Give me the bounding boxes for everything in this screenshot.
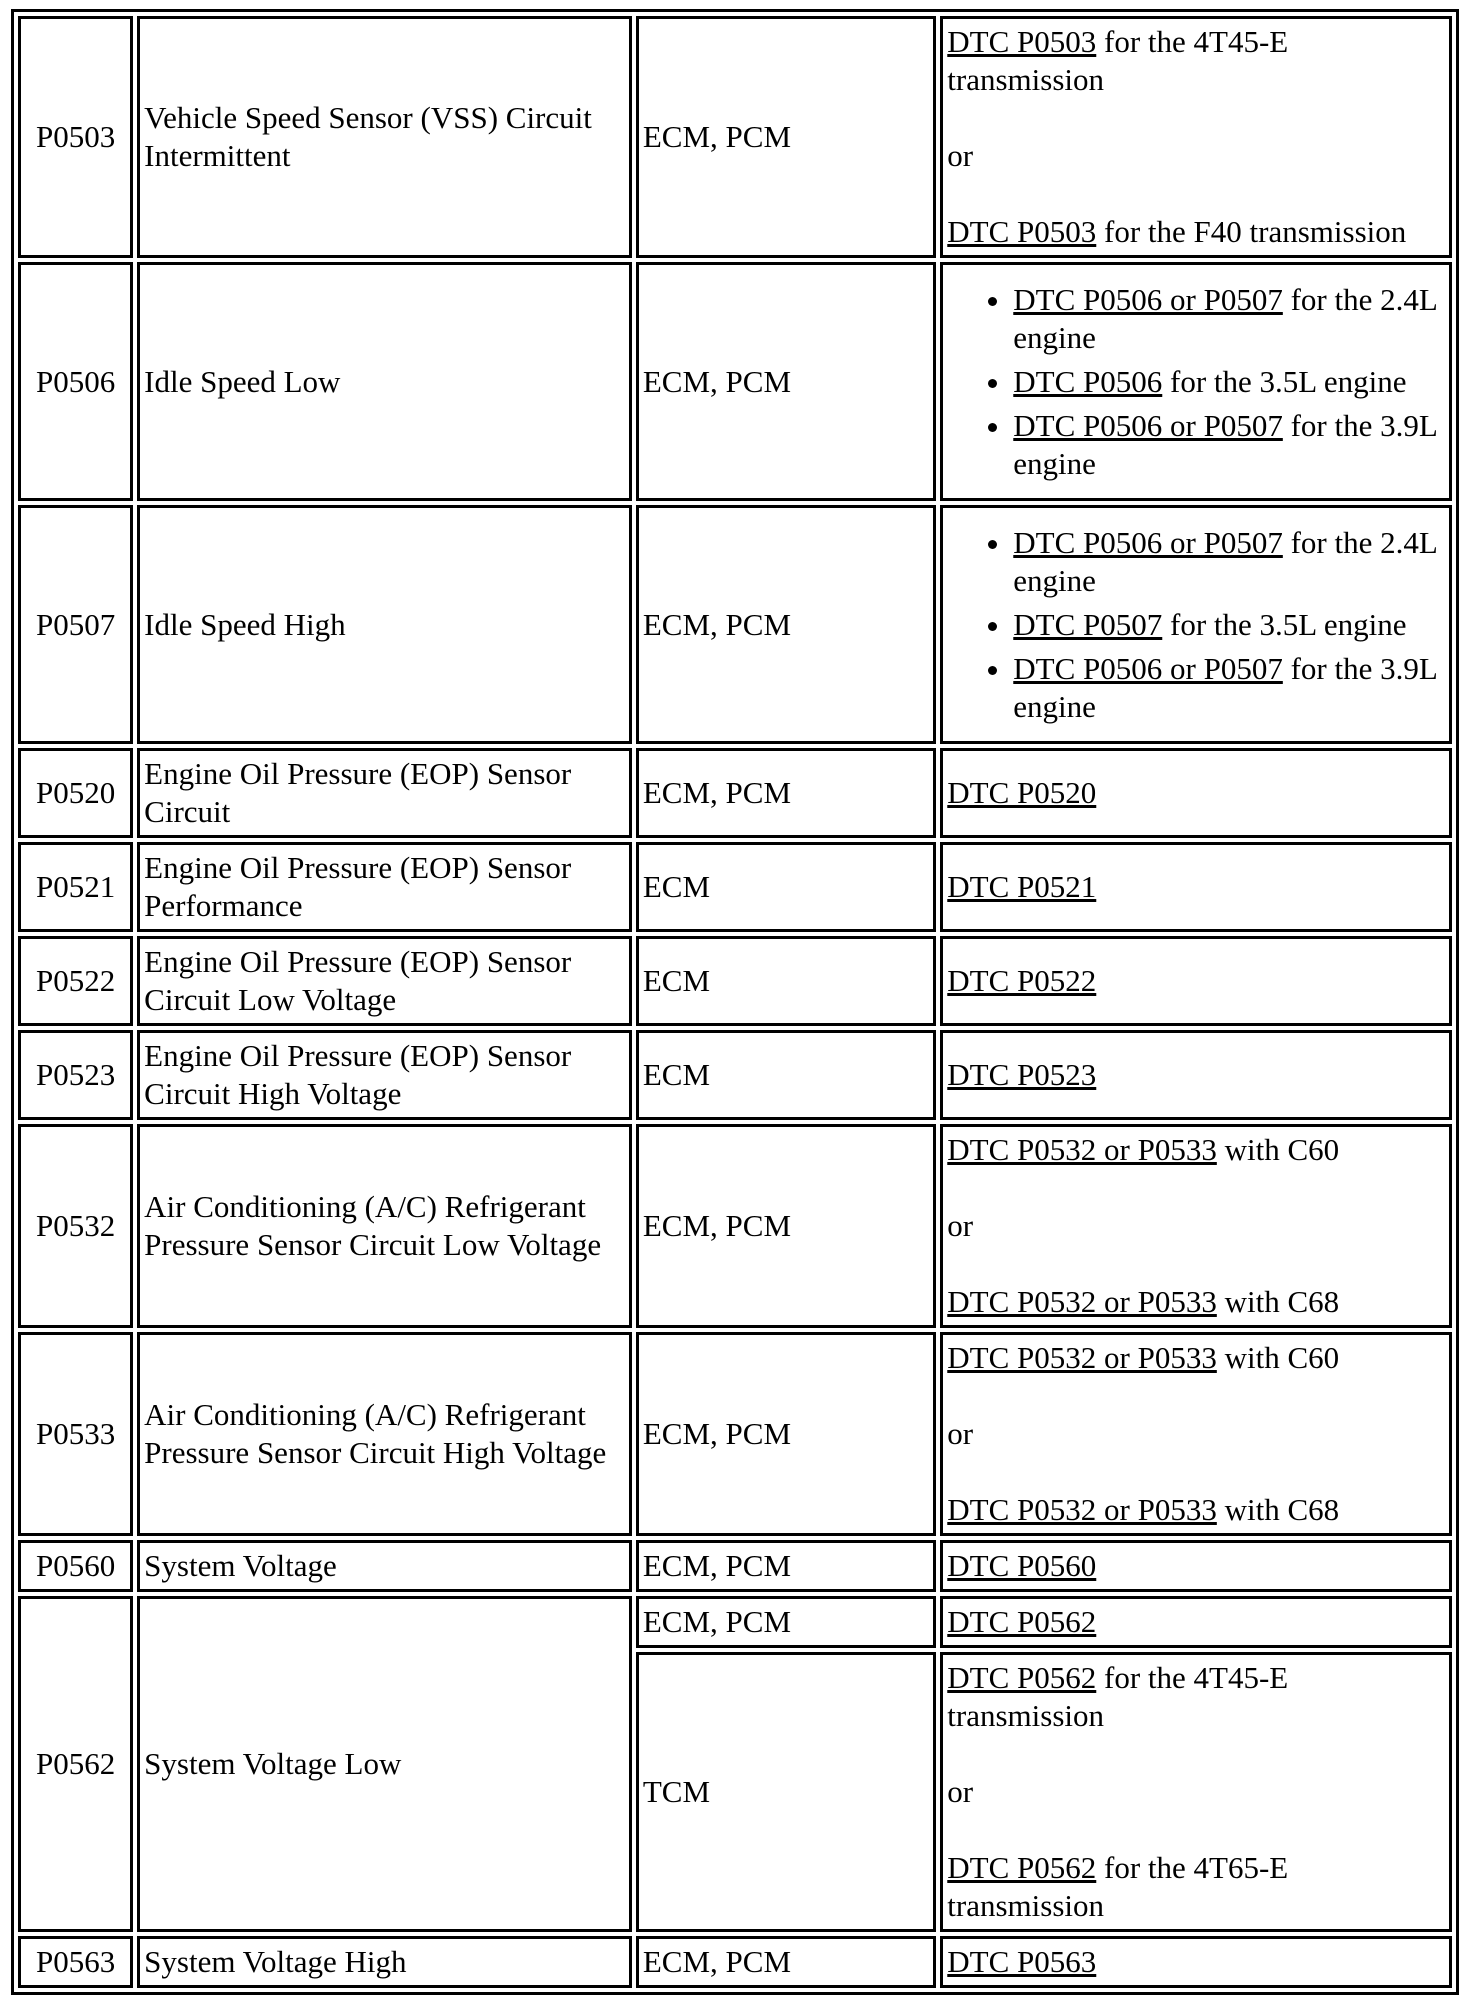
dtc-table-page: [11, 9, 1459, 1995]
dtc-link[interactable]: DTC P0532 or P0533: [947, 1132, 1217, 1167]
table-row: [18, 1124, 1452, 1328]
dtc-link[interactable]: DTC P0521: [947, 869, 1097, 904]
or-text: or: [947, 138, 974, 173]
dtc-module: ECM, PCM: [636, 1936, 936, 1988]
dtc-description: Engine Oil Pressure (EOP) Sensor Performance: [137, 842, 632, 932]
link-suffix: with C68: [1216, 1284, 1340, 1319]
dtc-link[interactable]: DTC P0506: [1013, 363, 1163, 399]
dtc-description: Idle Speed High: [137, 505, 632, 744]
dtc-module: TCM: [636, 1652, 936, 1932]
link-suffix: with C68: [1216, 1492, 1340, 1527]
table-row: [18, 16, 1452, 258]
dtc-link[interactable]: DTC P0560: [947, 1548, 1097, 1583]
dtc-link[interactable]: DTC P0562: [947, 1660, 1097, 1695]
dtc-code: P0507: [18, 505, 133, 744]
link-suffix: for the 4T65-E transmission: [947, 1850, 1289, 1923]
dtc-module: ECM, PCM: [636, 1596, 936, 1648]
dtc-link[interactable]: DTC P0520: [947, 775, 1097, 810]
link-suffix: for the 3.9L engine: [1013, 407, 1437, 481]
procedure-list: [947, 524, 1445, 726]
dtc-link[interactable]: DTC P0506 or P0507: [1013, 281, 1283, 317]
dtc-description: Engine Oil Pressure (EOP) Sensor Circuit High Voltage: [137, 1030, 632, 1120]
dtc-code: P0560: [18, 1540, 133, 1592]
dtc-code: P0563: [18, 1936, 133, 1988]
table-row: [18, 1332, 1452, 1536]
list-item: [1013, 524, 1445, 600]
dtc-procedure: [940, 1332, 1452, 1536]
or-text: or: [947, 1416, 974, 1451]
link-suffix: with C60: [1216, 1340, 1340, 1375]
dtc-procedure: [940, 262, 1452, 501]
link-suffix: for the 3.5L engine: [1162, 363, 1407, 399]
dtc-description: Idle Speed Low: [137, 262, 632, 501]
dtc-procedure: [940, 842, 1452, 932]
table-row: [18, 842, 1452, 932]
dtc-code: P0523: [18, 1030, 133, 1120]
dtc-link[interactable]: DTC P0522: [947, 963, 1097, 998]
dtc-module: ECM: [636, 936, 936, 1026]
table-row: [18, 1030, 1452, 1120]
dtc-module: ECM, PCM: [636, 1332, 936, 1536]
dtc-module: ECM, PCM: [636, 1540, 936, 1592]
list-item: [1013, 407, 1445, 483]
dtc-link[interactable]: DTC P0506 or P0507: [1013, 407, 1283, 443]
dtc-link[interactable]: DTC P0532 or P0533: [947, 1284, 1217, 1319]
table-row: [18, 262, 1452, 501]
dtc-procedure: [940, 1540, 1452, 1592]
dtc-procedure: [940, 1030, 1452, 1120]
dtc-link[interactable]: DTC P0563: [947, 1944, 1097, 1979]
dtc-link[interactable]: DTC P0503: [947, 24, 1097, 59]
dtc-module: ECM, PCM: [636, 262, 936, 501]
link-suffix: for the 2.4L engine: [1013, 524, 1437, 598]
dtc-description: System Voltage High: [137, 1936, 632, 1988]
list-item: [1013, 650, 1445, 726]
dtc-link[interactable]: DTC P0523: [947, 1057, 1097, 1092]
table-row: [18, 1596, 1452, 1648]
dtc-module: ECM, PCM: [636, 16, 936, 258]
dtc-code: P0532: [18, 1124, 133, 1328]
dtc-code: P0521: [18, 842, 133, 932]
list-item: [1013, 281, 1445, 357]
dtc-description: Engine Oil Pressure (EOP) Sensor Circuit: [137, 748, 632, 838]
dtc-code: P0562: [18, 1596, 133, 1932]
link-suffix: for the 2.4L engine: [1013, 281, 1437, 355]
table-row: [18, 1540, 1452, 1592]
dtc-procedure: [940, 1652, 1452, 1932]
dtc-module: ECM, PCM: [636, 505, 936, 744]
link-suffix: for the F40 transmission: [1096, 214, 1407, 249]
dtc-module: ECM, PCM: [636, 1124, 936, 1328]
dtc-procedure: [940, 936, 1452, 1026]
table-row: [18, 505, 1452, 744]
dtc-code: P0506: [18, 262, 133, 501]
dtc-link[interactable]: DTC P0532 or P0533: [947, 1340, 1217, 1375]
dtc-procedure: [940, 505, 1452, 744]
dtc-procedure: [940, 1596, 1452, 1648]
dtc-link[interactable]: DTC P0503: [947, 214, 1097, 249]
dtc-code: P0520: [18, 748, 133, 838]
dtc-description: Vehicle Speed Sensor (VSS) Circuit Intermittent: [137, 16, 632, 258]
or-text: or: [947, 1208, 974, 1243]
table-row: [18, 748, 1452, 838]
dtc-link[interactable]: DTC P0532 or P0533: [947, 1492, 1217, 1527]
dtc-procedure: [940, 1936, 1452, 1988]
link-suffix: for the 3.9L engine: [1013, 650, 1437, 724]
dtc-description: Air Conditioning (A/C) Refrigerant Pressure Sensor Circuit Low Voltage: [137, 1124, 632, 1328]
dtc-link[interactable]: DTC P0562: [947, 1604, 1097, 1639]
link-suffix: for the 4T45-E transmission: [947, 24, 1289, 97]
dtc-table: [11, 9, 1459, 1995]
dtc-module: ECM: [636, 842, 936, 932]
dtc-link[interactable]: DTC P0506 or P0507: [1013, 650, 1283, 686]
dtc-procedure: [940, 16, 1452, 258]
dtc-code: P0503: [18, 16, 133, 258]
or-text: or: [947, 1774, 974, 1809]
list-item: [1013, 363, 1445, 401]
link-suffix: for the 4T45-E transmission: [947, 1660, 1289, 1733]
dtc-description: System Voltage: [137, 1540, 632, 1592]
link-suffix: for the 3.5L engine: [1162, 606, 1407, 642]
dtc-description: Engine Oil Pressure (EOP) Sensor Circuit Low Voltage: [137, 936, 632, 1026]
dtc-procedure: [940, 748, 1452, 838]
dtc-code: P0522: [18, 936, 133, 1026]
table-row: [18, 1936, 1452, 1988]
dtc-link[interactable]: DTC P0562: [947, 1850, 1097, 1885]
link-suffix: with C60: [1216, 1132, 1340, 1167]
table-row: [18, 936, 1452, 1026]
dtc-link[interactable]: DTC P0507: [1013, 606, 1163, 642]
dtc-description: System Voltage Low: [137, 1596, 632, 1932]
dtc-code: P0533: [18, 1332, 133, 1536]
dtc-link[interactable]: DTC P0506 or P0507: [1013, 524, 1283, 560]
procedure-list: [947, 281, 1445, 483]
dtc-description: Air Conditioning (A/C) Refrigerant Pressure Sensor Circuit High Voltage: [137, 1332, 632, 1536]
dtc-module: ECM: [636, 1030, 936, 1120]
list-item: [1013, 606, 1445, 644]
dtc-module: ECM, PCM: [636, 748, 936, 838]
dtc-procedure: [940, 1124, 1452, 1328]
